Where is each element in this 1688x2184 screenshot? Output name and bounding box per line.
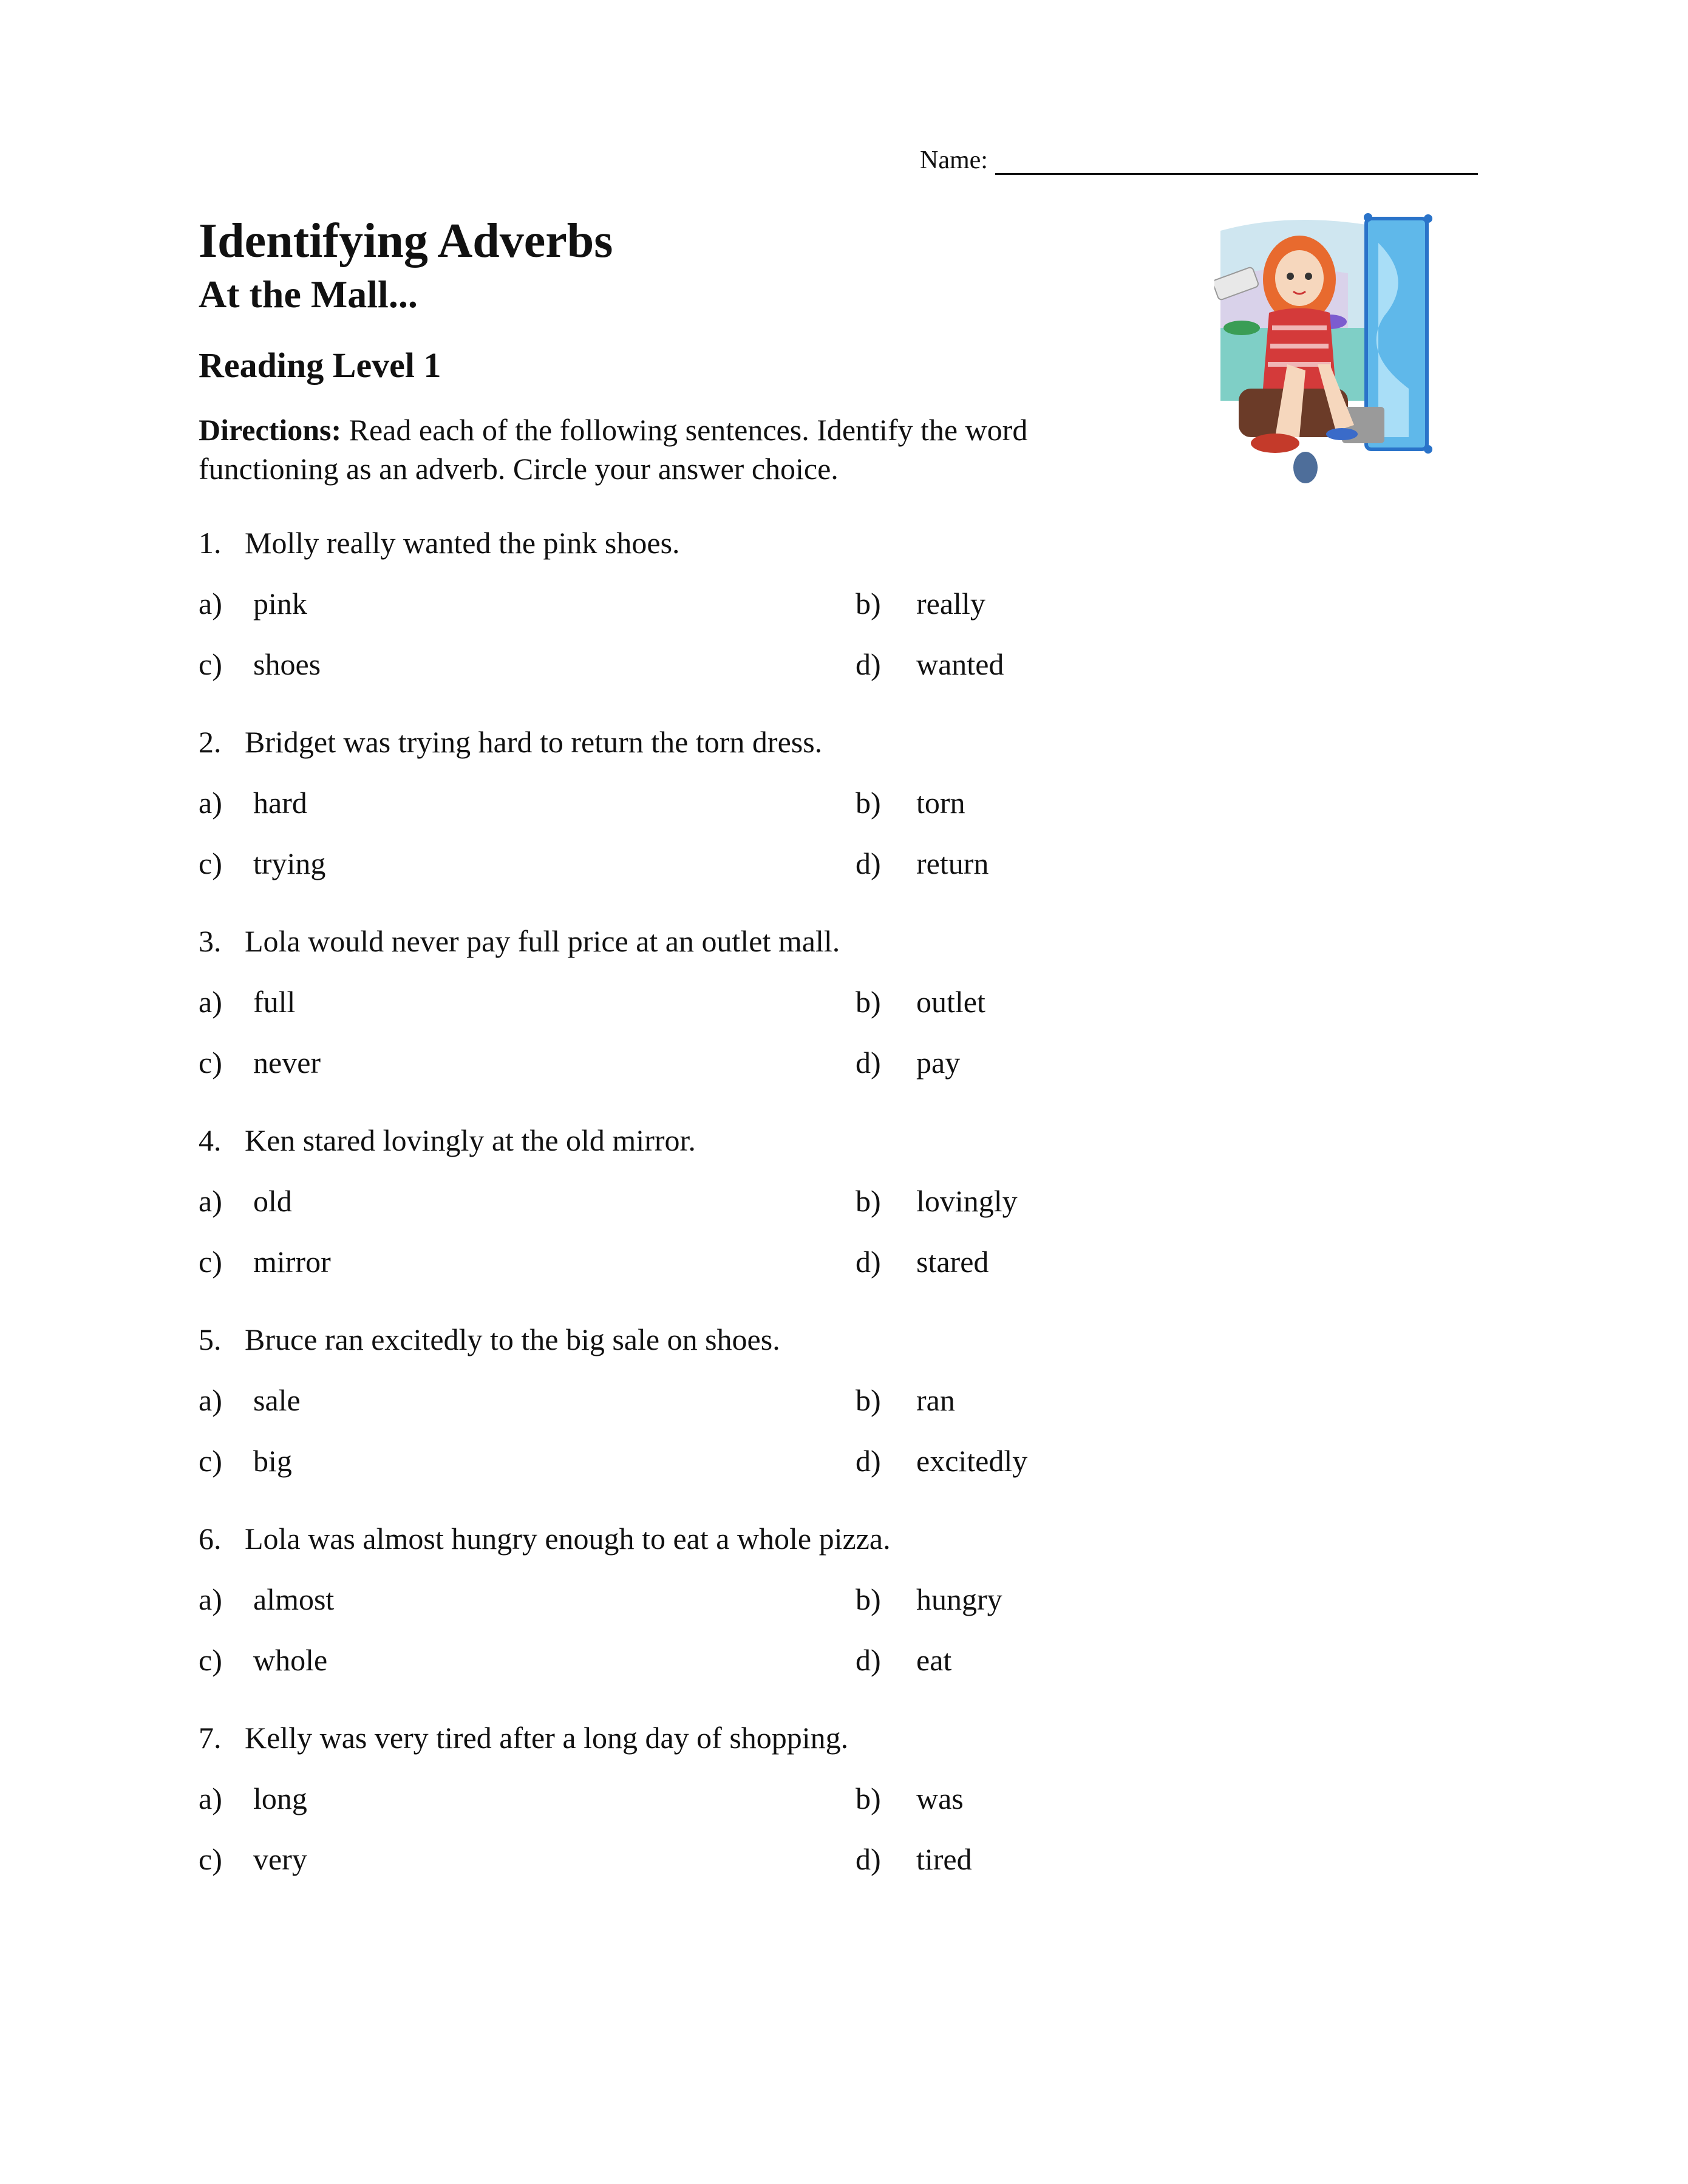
- answer-choice[interactable]: [199, 1183, 292, 1219]
- choice-text: return: [916, 846, 989, 880]
- girl-trying-on-shoes-illustration: [1214, 206, 1433, 486]
- question-text: [199, 1720, 848, 1755]
- answer-choice[interactable]: [856, 1582, 1002, 1617]
- question-number: 3.: [199, 924, 222, 958]
- answer-choice[interactable]: [856, 1045, 960, 1080]
- choice-text: wanted: [916, 647, 1004, 681]
- choice-text: lovingly: [916, 1184, 1018, 1218]
- choice-letter: c): [199, 647, 222, 681]
- choice-letter: d): [856, 647, 881, 681]
- question-2: [199, 724, 1170, 924]
- question-sentence: Bridget was trying hard to return the torn dress.: [245, 725, 823, 759]
- question-number: 4.: [199, 1123, 222, 1157]
- choice-text: long: [253, 1781, 307, 1815]
- choice-letter: d): [856, 1046, 881, 1080]
- answer-choice[interactable]: [856, 785, 965, 820]
- choice-letter: a): [199, 1383, 222, 1417]
- answer-choice[interactable]: [199, 1642, 327, 1678]
- answer-choice[interactable]: [199, 1443, 292, 1478]
- choice-letter: d): [856, 1444, 881, 1478]
- choice-text: whole: [253, 1643, 328, 1677]
- directions-label: Directions:: [199, 413, 342, 447]
- choice-text: trying: [253, 846, 326, 880]
- question-sentence: Molly really wanted the pink shoes.: [245, 526, 680, 560]
- question-sentence: Ken stared lovingly at the old mirror.: [245, 1123, 696, 1157]
- question-text: [199, 724, 822, 760]
- question-6: [199, 1521, 1170, 1720]
- answer-choice[interactable]: [856, 1642, 951, 1678]
- choice-letter: d): [856, 1245, 881, 1279]
- choice-text: shoes: [253, 647, 321, 681]
- choice-letter: b): [856, 1184, 881, 1218]
- page-title: Identifying Adverbs: [199, 214, 613, 268]
- answer-choice[interactable]: [199, 984, 295, 1019]
- choice-text: eat: [916, 1643, 952, 1677]
- choice-text: old: [253, 1184, 292, 1218]
- choice-letter: b): [856, 1781, 881, 1815]
- choice-text: very: [253, 1842, 307, 1876]
- choice-text: ran: [916, 1383, 955, 1417]
- choice-text: mirror: [253, 1245, 331, 1279]
- answer-choice[interactable]: [856, 1383, 955, 1418]
- question-text: [199, 525, 680, 560]
- question-list: [199, 525, 1170, 1919]
- choice-letter: c): [199, 1245, 222, 1279]
- choice-text: pink: [253, 587, 307, 621]
- question-text: [199, 1521, 891, 1556]
- question-number: 6.: [199, 1522, 222, 1556]
- question-text: [199, 1322, 780, 1357]
- choice-letter: c): [199, 1444, 222, 1478]
- answer-choice[interactable]: [199, 1842, 307, 1877]
- answer-choice[interactable]: [856, 647, 1004, 682]
- choice-letter: c): [199, 1842, 222, 1876]
- question-number: 1.: [199, 526, 222, 560]
- name-field[interactable]: [920, 146, 1478, 175]
- answer-choice[interactable]: [199, 1045, 321, 1080]
- choice-letter: a): [199, 786, 222, 820]
- choice-text: tired: [916, 1842, 972, 1876]
- answer-choice[interactable]: [856, 846, 989, 881]
- answer-choice[interactable]: [856, 1183, 1018, 1219]
- choice-letter: d): [856, 846, 881, 880]
- answer-choice[interactable]: [199, 1781, 307, 1816]
- choice-letter: c): [199, 1046, 222, 1080]
- page-subtitle: At the Mall...: [199, 273, 418, 316]
- answer-choice[interactable]: [856, 984, 985, 1019]
- answer-choice[interactable]: [199, 647, 321, 682]
- question-4: [199, 1123, 1170, 1322]
- choice-letter: b): [856, 786, 881, 820]
- answer-choice[interactable]: [199, 586, 307, 621]
- choice-text: pay: [916, 1046, 961, 1080]
- choice-letter: c): [199, 846, 222, 880]
- question-1: [199, 525, 1170, 724]
- question-sentence: Kelly was very tired after a long day of shopping.: [245, 1721, 849, 1755]
- choice-letter: a): [199, 985, 222, 1019]
- choice-letter: d): [856, 1643, 881, 1677]
- choice-text: stared: [916, 1245, 989, 1279]
- reading-level: Reading Level 1: [199, 345, 441, 385]
- answer-choice[interactable]: [856, 586, 985, 621]
- choice-letter: a): [199, 1184, 222, 1218]
- choice-text: hard: [253, 786, 307, 820]
- question-sentence: Lola was almost hungry enough to eat a whole pizza.: [245, 1522, 891, 1556]
- choice-text: sale: [253, 1383, 301, 1417]
- answer-choice[interactable]: [856, 1781, 964, 1816]
- choice-letter: b): [856, 587, 881, 621]
- answer-choice[interactable]: [856, 1244, 989, 1279]
- choice-letter: b): [856, 985, 881, 1019]
- choice-text: never: [253, 1046, 321, 1080]
- directions: [199, 410, 1134, 488]
- answer-choice[interactable]: [856, 1842, 972, 1877]
- question-text: [199, 924, 840, 959]
- answer-choice[interactable]: [199, 1383, 301, 1418]
- choice-letter: d): [856, 1842, 881, 1876]
- name-underline[interactable]: [995, 149, 1478, 175]
- choice-text: outlet: [916, 985, 985, 1019]
- name-label: Name:: [920, 146, 988, 174]
- question-5: [199, 1322, 1170, 1521]
- choice-text: really: [916, 587, 985, 621]
- question-text: [199, 1123, 696, 1158]
- choice-letter: b): [856, 1383, 881, 1417]
- answer-choice[interactable]: [199, 785, 307, 820]
- choice-letter: a): [199, 1582, 222, 1616]
- question-7: [199, 1720, 1170, 1919]
- choice-text: torn: [916, 786, 965, 820]
- choice-text: hungry: [916, 1582, 1002, 1616]
- choice-letter: b): [856, 1582, 881, 1616]
- choice-letter: c): [199, 1643, 222, 1677]
- answer-choice[interactable]: [199, 846, 325, 881]
- choice-text: was: [916, 1781, 964, 1815]
- choice-letter: a): [199, 587, 222, 621]
- question-number: 5.: [199, 1322, 222, 1356]
- choice-text: almost: [253, 1582, 335, 1616]
- choice-text: excitedly: [916, 1444, 1028, 1478]
- choice-letter: a): [199, 1781, 222, 1815]
- choice-text: full: [253, 985, 296, 1019]
- answer-choice[interactable]: [856, 1443, 1027, 1478]
- question-sentence: Lola would never pay full price at an outlet mall.: [245, 924, 840, 958]
- question-number: 7.: [199, 1721, 222, 1755]
- question-sentence: Bruce ran excitedly to the big sale on shoes.: [245, 1322, 780, 1356]
- question-number: 2.: [199, 725, 222, 759]
- directions-text: Read each of the following sentences. Identify the word functioning as an adverb. Circle your answer choice.: [199, 413, 1028, 486]
- answer-choice[interactable]: [199, 1244, 331, 1279]
- answer-choice[interactable]: [199, 1582, 334, 1617]
- question-3: [199, 924, 1170, 1123]
- choice-text: big: [253, 1444, 292, 1478]
